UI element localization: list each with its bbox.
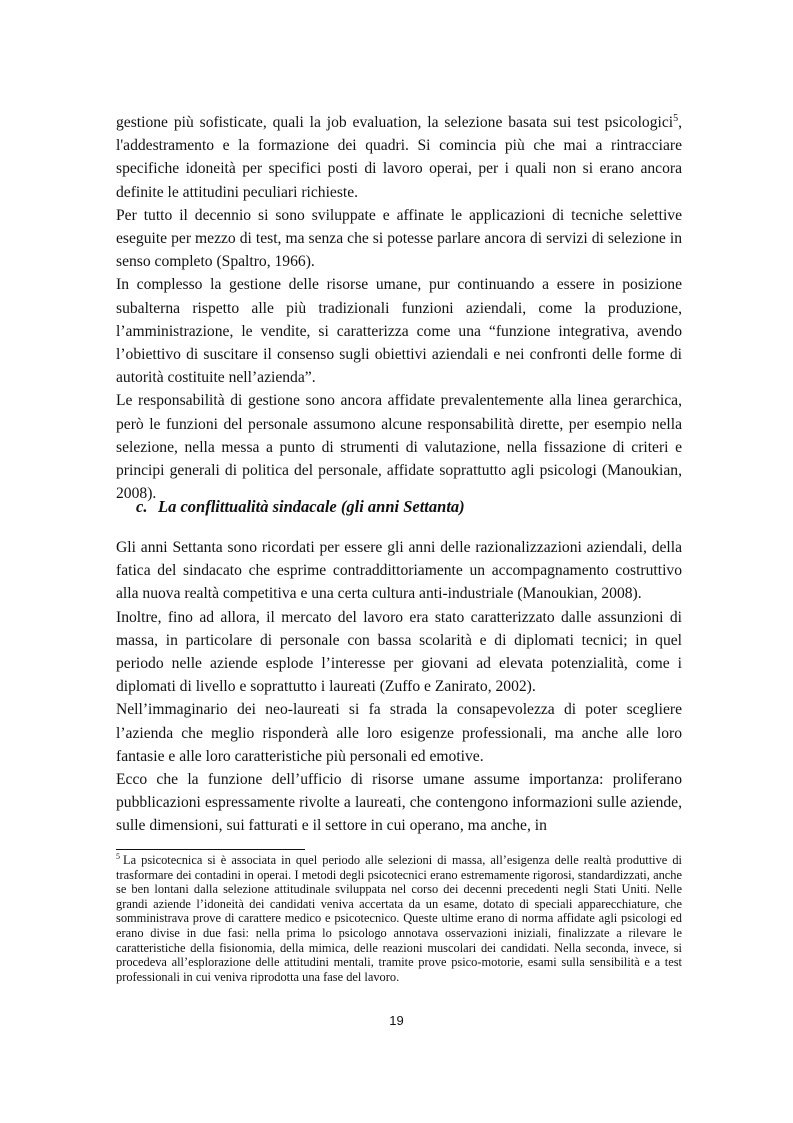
footnote-reference[interactable]: 5 bbox=[673, 112, 679, 124]
paragraph: Inoltre, fino ad allora, il mercato del lavoro era stato caratterizzato dalle assunzioni di massa, in particolare di personale con bassa scolarità e di diplomati tecnici; in quel periodo nelle aziende esplode l’interesse per giovani ad elevata potenzialità, come i diplomati di livello e soprattutto i laureati (Zuffo e Zanirato, 2002). bbox=[116, 608, 682, 696]
paragraph: Ecco che la funzione dell’ufficio di risorse umane assume importanza: proliferano pubblicazioni espressamente rivolte a laureati, che contengono informazioni sulle aziende, sulle dimensioni, sui fatturati e il settore in cui operano, ma anche, in bbox=[116, 771, 682, 835]
paragraph: Per tutto il decennio si sono sviluppate e affinate le applicazioni di tecniche selettive eseguite per mezzo di test, ma senza che si potesse parlare ancora di servizi di selezione in senso completo (Spaltro, 1966). bbox=[116, 206, 682, 271]
paragraph: gestione più sofisticate, quali la job evaluation, la selezione basata sui test psicologici$^5$, l'addestramento e la formazione dei quadri. Si comincia più che mai a rintracciare specifiche idoneità per specifici posti di lavoro operai, per i quali non si erano ancora definite le attitudini peculiari richieste. bbox=[116, 112, 682, 201]
body-text-top bbox=[116, 111, 682, 505]
footnote-divider bbox=[116, 849, 305, 850]
paragraph: Le responsabilità di gestione sono ancora affidate prevalentemente alla linea gerarchica, però le funzioni del personale assumono alcune responsabilità dirette, per esempio nella selezione, nella messa a punto di strumenti di valutazione, nella fissazione di criteri e principi generali di politica del personale, affidate soprattutto agli psicologi (Manoukian, 2008). bbox=[116, 392, 682, 503]
paragraph: In complesso la gestione delle risorse umane, pur continuando a essere in posizione subalterna rispetto alle più tradizionali funzioni aziendali, come la produzione, l’amministrazione, le vendite, si caratterizza come una “funzione integrativa, avendo l’obiettivo di suscitare il consenso sugli obiettivi aziendali e nei confronti delle forme di autorità costituite nell’azienda”. bbox=[116, 276, 682, 387]
section-title: La conflittualità sindacale (gli anni Settanta) bbox=[158, 497, 465, 516]
body-text-bottom bbox=[116, 536, 682, 838]
page-number: 19 bbox=[389, 1013, 404, 1028]
footnote-text: La psicotecnica si è associata in quel periodo alle selezioni di massa, all’esigenza delle realtà produttive di trasformare dei contadini in operai. I metodi degli psicotecnici erano estremamente rigorosi, standardizzati, anche se ben lontani dalla selezione attitudinale sviluppata nel corso dei decenni precedenti negli Stati Uniti. Nelle grandi aziende l’idoneità dei candidati veniva accertata da un esame, dotato di speciali apparecchiature, che somministrava prove di carattere medico e psicotecnico. Queste ultime erano di norma affidate agli psicologi ed erano divise in due fasi: nella prima lo psicologo annotava osservazioni iniziali, finalizzate a rilevare le caratteristiche della fisionomia, della mimica, delle reazioni muscolari dei candidati. Nella seconda, invece, si procedeva all’esplorazione delle attitudini mentali, tramite prove psico-motorie, esami sulla sensibilità e a test professionali in cui veniva riprodotta una fase del lavoro. bbox=[116, 853, 682, 984]
footnote-number: 5 bbox=[116, 851, 120, 861]
paragraph: Nell’immaginario dei neo-laureati si fa strada la consapevolezza di poter scegliere l’azienda che meglio risponderà alle loro esigenze professionali, ma anche alle loro fantasie e alle loro caratteristiche più personali ed emotive. bbox=[116, 701, 682, 765]
paragraph: Gli anni Settanta sono ricordati per essere gli anni delle razionalizzazioni aziendali, della fatica del sindacato che esprime contraddittoriamente un accompagnamento costruttivo alla nuova realtà competitiva e una certa cultura anti-industriale (Manoukian, 2008). bbox=[116, 539, 682, 603]
section-marker: c. bbox=[136, 497, 148, 516]
section-heading bbox=[136, 497, 465, 517]
footnote bbox=[116, 853, 682, 984]
